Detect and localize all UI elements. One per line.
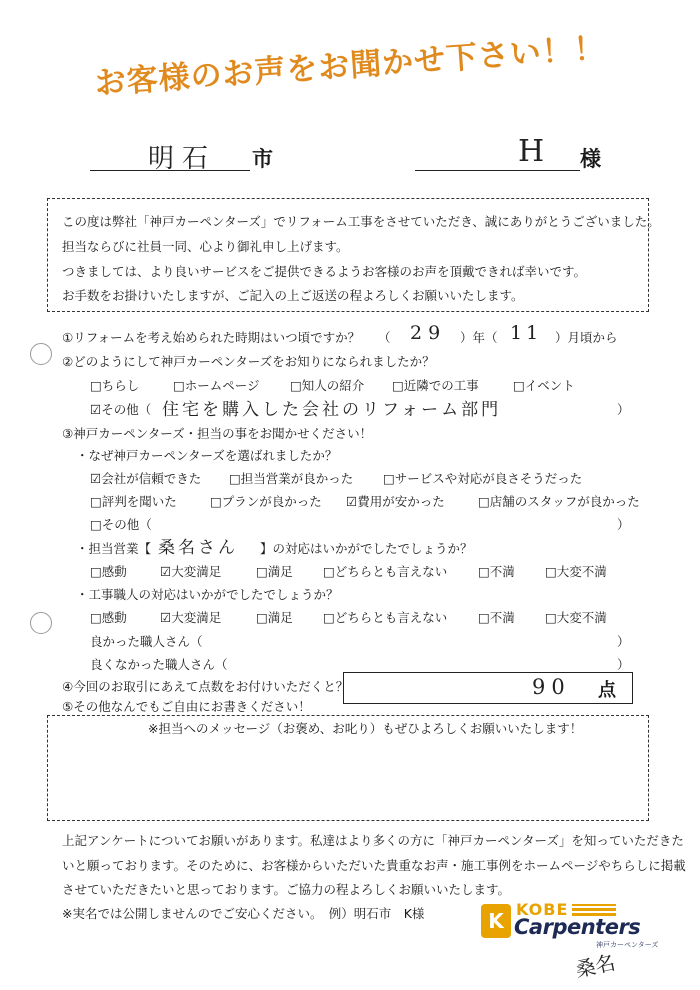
q3-sub-craftsman: ・工事職人の対応はいかがでしたでしょうか？ <box>76 587 339 602</box>
reason-sales-rep[interactable]: □担当営業が良かった <box>229 471 354 486</box>
logo-badge-letter: K <box>488 909 504 933</box>
q1-month-suffix: ）月頃から <box>555 330 618 345</box>
logo-japanese: 神戸カーペンターズ <box>596 941 659 949</box>
city-suffix: 市 <box>252 147 273 171</box>
sales-rating-neutral[interactable]: □どちらとも言えない <box>323 564 448 579</box>
name-value: H <box>518 134 545 169</box>
q2-label: ②どのようにして神戸カーペンターズをお知りになられましたか？ <box>62 354 435 369</box>
bad-craftsman-label: 良くなかった職人さん（ <box>90 657 228 672</box>
intro-line-4: お手数をお掛けいたしますが、ご記入の上ご返送の程よろしくお願いいたします。 <box>62 288 524 303</box>
city-value: 明石 <box>148 144 217 174</box>
craft-rating-very-dissatisfied[interactable]: □大変不満 <box>545 610 607 625</box>
good-craftsman-close: ） <box>617 634 630 649</box>
logo-kobe: KOBE <box>516 900 569 919</box>
intro-line-3: つきましては、より良いサービスをご提供できるようお客様のお声を頂戴できれば幸いです。 <box>62 264 587 279</box>
intro-line-1: この度は弊社「神戸カーペンターズ」でリフォーム工事をさせていただき、誠にありがとうございました。 <box>62 214 660 229</box>
q3-sub-why: ・なぜ神戸カーペンターズを選ばれましたか？ <box>76 448 338 463</box>
punch-hole-top <box>30 343 52 365</box>
q1-month-value: 11 <box>510 322 543 344</box>
q3-label: ③神戸カーペンターズ・担当の事をお聞かせください！ <box>62 426 373 441</box>
q3-sub-sales-suffix: 】の対応はいかがでしたでしょうか？ <box>260 541 473 556</box>
reason-staff[interactable]: □店舗のスタッフが良かった <box>478 494 640 509</box>
q5-label: ⑤その他なんでもご自由にお書きください！ <box>62 699 311 714</box>
sales-rating-dissatisfied[interactable]: □不満 <box>478 564 515 579</box>
q2-other-value: 住宅を購入した会社のリフォーム部門 <box>162 400 502 420</box>
sales-rating-very-dissatisfied[interactable]: □大変不満 <box>545 564 607 579</box>
footer-line-2: いと願っております。そのために、お客様からいただいた貴重なお声・施工事例をホームページやちらしに掲載 <box>62 858 686 873</box>
reason-reputation[interactable]: □評判を聞いた <box>90 494 177 509</box>
score-unit: 点 <box>598 680 616 701</box>
footer-line-1: 上記アンケートについてお願いがあります。私達はより多くの方に「神戸カーペンターズ」を知っていただきた <box>62 833 684 848</box>
sales-rating-very-satisfied[interactable]: ☑大変満足 <box>160 564 222 579</box>
q1-year-value: 29 <box>410 322 447 344</box>
sales-rating-impressed[interactable]: □感動 <box>90 564 127 579</box>
name-suffix: 様 <box>580 147 601 171</box>
q4-label: ④今回のお取引にあえて点数をお付けいただくと？ <box>62 679 349 694</box>
q2-option-nearby-work[interactable]: □近隣での工事 <box>392 378 479 393</box>
q3-sub-sales-prefix: ・担当営業【 <box>76 541 152 556</box>
q1-label: ①リフォームを考え始められた時期はいつ頃ですか？ <box>62 330 361 345</box>
craft-rating-impressed[interactable]: □感動 <box>90 610 127 625</box>
sales-rep-name: 桑名さん <box>158 538 238 558</box>
q2-option-referral[interactable]: □知人の紹介 <box>290 378 365 393</box>
bad-craftsman-close: ） <box>617 657 630 672</box>
reason-trust[interactable]: ☑会社が信頼できた <box>90 471 202 486</box>
reason-service[interactable]: □サービスや対応が良さそうだった <box>383 471 583 486</box>
q1-year-suffix: ）年（ <box>460 330 498 345</box>
logo-carpenters: Carpenters <box>514 915 641 939</box>
reason-other[interactable]: □その他（ <box>90 517 152 532</box>
q2-option-homepage[interactable]: □ホームページ <box>173 378 260 393</box>
q2-option-event[interactable]: □イベント <box>513 378 575 393</box>
reason-plan[interactable]: □プランが良かった <box>210 494 322 509</box>
logo-badge <box>481 904 511 938</box>
score-box[interactable] <box>343 672 633 704</box>
q2-other-close: ） <box>617 402 630 417</box>
page-title: お客様のお声をお聞かせ下さい！！ <box>93 30 607 102</box>
craft-rating-very-satisfied[interactable]: ☑大変満足 <box>160 610 222 625</box>
score-value: 90 <box>532 675 571 699</box>
good-craftsman-label: 良かった職人さん（ <box>90 634 203 649</box>
signature: 桑名 <box>573 950 618 982</box>
footer-note: ※実名では公開しませんのでご安心ください。 例）明石市 K様 <box>62 906 425 921</box>
reason-other-close: ） <box>617 517 630 532</box>
q2-option-flyer[interactable]: □ちらし <box>90 378 140 393</box>
name-underline <box>415 170 580 171</box>
intro-line-2: 担当ならびに社員一同、心より御礼申し上げます。 <box>62 239 349 254</box>
craft-rating-satisfied[interactable]: □満足 <box>256 610 293 625</box>
q2-option-other[interactable]: ☑その他（ <box>90 402 152 417</box>
punch-hole-bottom <box>30 612 52 634</box>
craft-rating-neutral[interactable]: □どちらとも言えない <box>323 610 448 625</box>
sales-rating-satisfied[interactable]: □満足 <box>256 564 293 579</box>
q1-open-paren: （ <box>378 330 391 345</box>
footer-line-3: させていただきたいと思っております。ご協力の程よろしくお願いいたします。 <box>62 882 511 897</box>
reason-price[interactable]: ☑費用が安かった <box>346 494 445 509</box>
craft-rating-dissatisfied[interactable]: □不満 <box>478 610 515 625</box>
message-heading: ※担当へのメッセージ（お褒め、お叱り）もぜひよろしくお願いいたします！ <box>148 721 583 736</box>
